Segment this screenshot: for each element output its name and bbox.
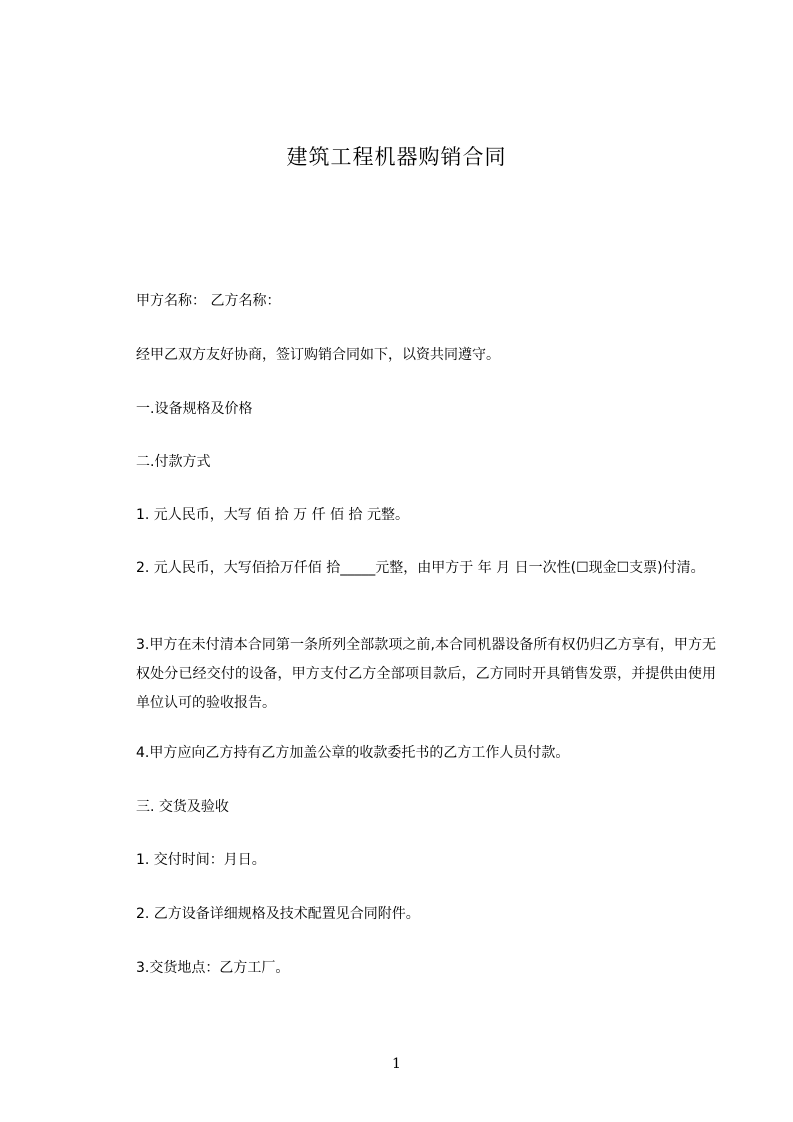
section-heading-3: 三. 交货及验收 [136,799,229,815]
section-heading-2: 二.付款方式 [136,454,211,470]
document-title: 建筑工程机器购销合同 [286,145,507,169]
delivery-clause-3: 3.交货地点：乙方工厂。 [136,960,290,976]
party-names: 甲方名称： 乙方名称： [136,293,281,309]
delivery-clause-1: 1. 交付时间：月日。 [136,852,266,868]
page-number: 1 [392,1056,401,1072]
section-heading-1: 一.设备规格及价格 [136,401,253,417]
payment-clause-4: 4.甲方应向乙方持有乙方加盖公章的收款委托书的乙方工作人员付款。 [136,745,570,761]
payment-clause-3: 3.甲方在未付清本合同第一条所列全部款项之前,本合同机器设备所有权仍归乙方享有，甲方无权处分已经交付的设备，甲方支付乙方全部项目款后，乙方同时开具销售发票，并提供由使用单位认可的验收报告。 [136,637,716,711]
delivery-clause-2: 2. 乙方设备详细规格及技术配置见合同附件。 [136,906,420,922]
payment-clause-2: 2. 元人民币，大写佰拾万仟佰 拾_____元整，由甲方于 年 月 日一次性(☐现金☐支票)付清。 [136,560,705,576]
preamble: 经甲乙双方友好协商，签订购销合同如下，以资共同遵守。 [136,347,500,363]
payment-clause-1: 1. 元人民币，大写 佰 拾 万 仟 佰 拾 元整。 [136,507,409,523]
